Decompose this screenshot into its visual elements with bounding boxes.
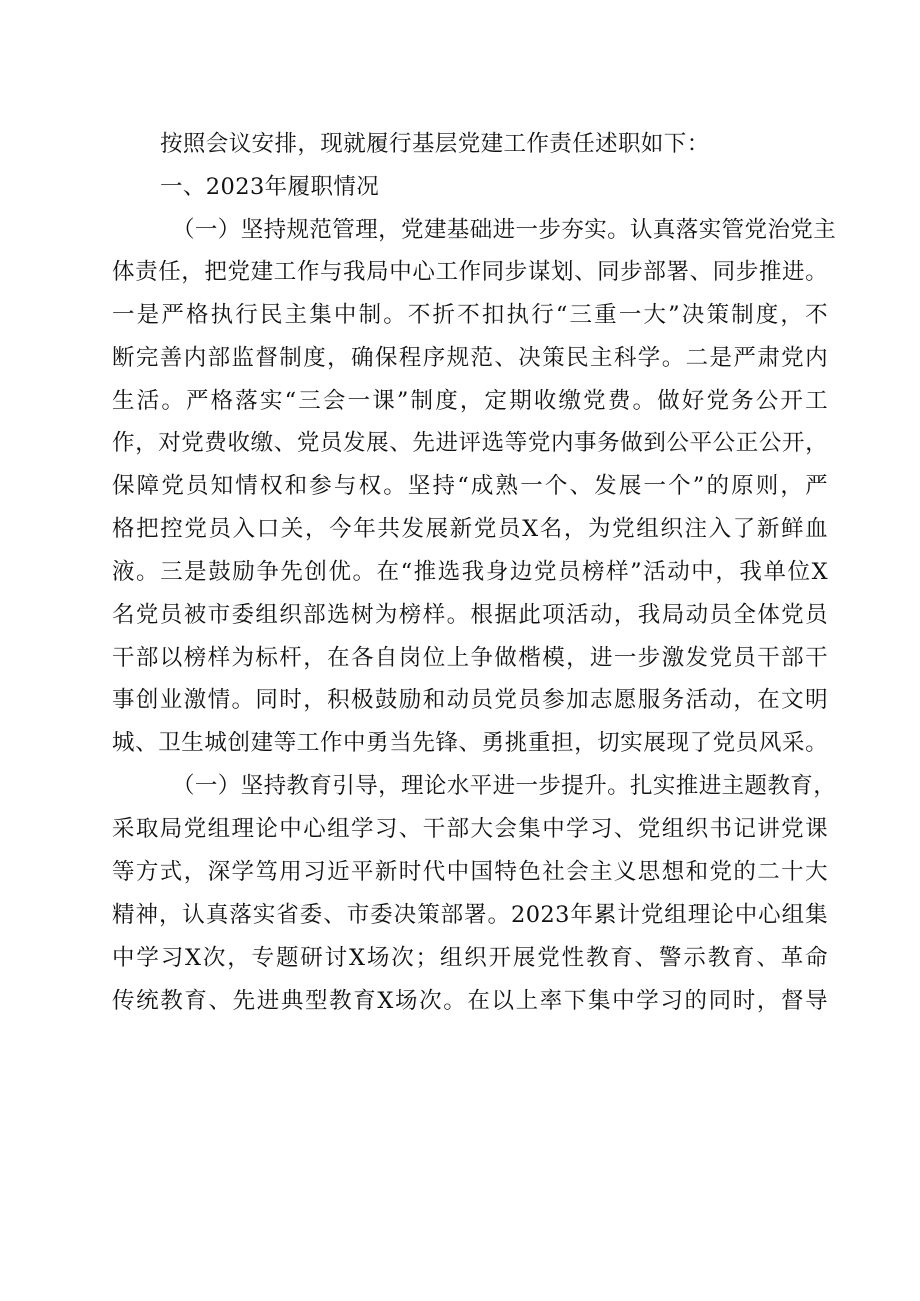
- paragraph-1-line-13: 城、卫生城创建等工作中勇当先锋、勇挑重担，切实展现了党员风采。: [112, 730, 828, 756]
- section-heading: 一、2023年履职情况: [160, 174, 380, 200]
- paragraph-1-line-1: （一）坚持规范管理，党建基础进一步夯实。认真落实管党治党主: [172, 217, 837, 243]
- intro-line: 按照会议安排，现就履行基层党建工作责任述职如下：: [160, 131, 710, 157]
- paragraph-1-line-11: 干部以榜样为标杆，在各自岗位上争做楷模，进一步激发党员干部干: [112, 645, 828, 671]
- paragraph-1-line-6: 作，对党费收缴、党员发展、先进评选等党内事务做到公平公正公开，: [112, 430, 828, 456]
- paragraph-1-line-9: 液。三是鼓励争先创优。在“推选我身边党员榜样”活动中，我单位X: [112, 559, 828, 585]
- paragraph-2-line-2: 采取局党组理论中心组学习、干部大会集中学习、党组织书记讲党课: [112, 816, 828, 842]
- paragraph-1-line-10: 名党员被市委组织部选树为榜样。根据此项活动，我局动员全体党员: [112, 602, 828, 628]
- paragraph-2-line-1: （一）坚持教育引导，理论水平进一步提升。扎实推进主题教育，: [172, 773, 837, 799]
- paragraph-2-line-6: 传统教育、先进典型教育X场次。在以上率下集中学习的同时，督导: [112, 988, 828, 1014]
- paragraph-1-line-3: 一是严格执行民主集中制。不折不扣执行“三重一大”决策制度，不: [112, 302, 828, 328]
- paragraph-1-line-7: 保障党员知情权和参与权。坚持“成熟一个、发展一个”的原则，严: [112, 473, 828, 499]
- paragraph-1-line-4: 断完善内部监督制度，确保程序规范、决策民主科学。二是严肃党内: [112, 345, 828, 371]
- paragraph-1-line-2: 体责任，把党建工作与我局中心工作同步谋划、同步部署、同步推进。: [112, 259, 828, 285]
- paragraph-1-line-8: 格把控党员入口关，今年共发展新党员X名，为党组织注入了新鲜血: [112, 516, 828, 542]
- paragraph-2-line-5: 中学习X次，专题研讨X场次；组织开展党性教育、警示教育、革命: [112, 945, 828, 971]
- paragraph-1-line-5: 生活。严格落实“三会一课”制度，定期收缴党费。做好党务公开工: [112, 388, 828, 414]
- paragraph-2-line-4: 精神，认真落实省委、市委决策部署。2023年累计党组理论中心组集: [112, 902, 828, 928]
- paragraph-1-line-12: 事创业激情。同时，积极鼓励和动员党员参加志愿服务活动，在文明: [112, 687, 828, 713]
- paragraph-2-line-3: 等方式，深学笃用习近平新时代中国特色社会主义思想和党的二十大: [112, 859, 828, 885]
